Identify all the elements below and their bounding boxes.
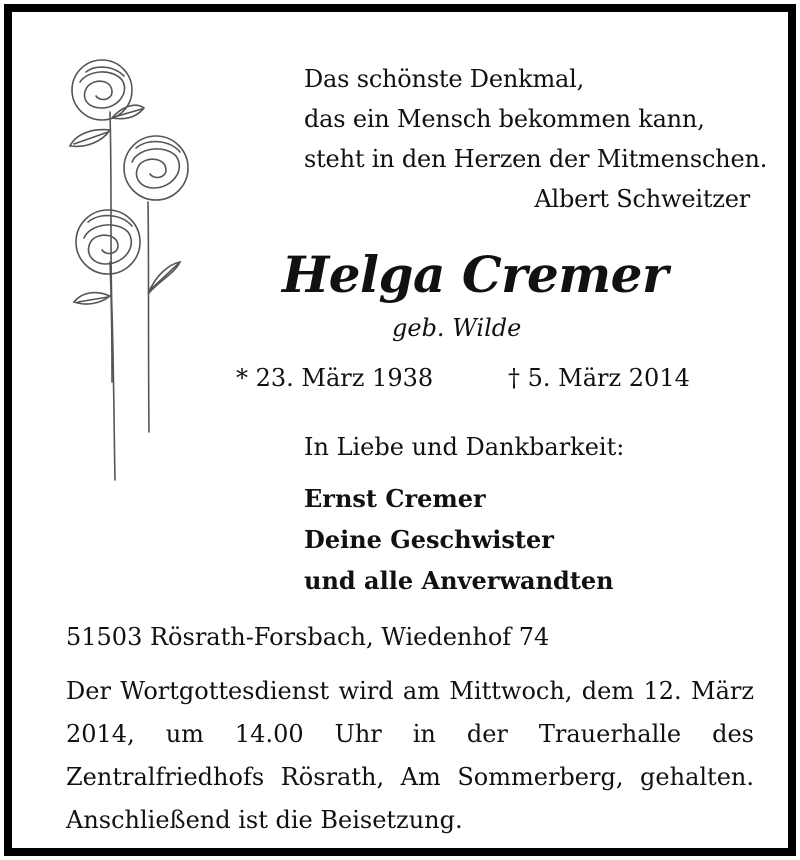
mourners-intro: In Liebe und Dankbarkeit: xyxy=(304,433,625,461)
quote-line: Das schönste Denkmal, xyxy=(304,65,585,93)
deceased-name: Helga Cremer xyxy=(282,245,668,304)
mourner-name: Deine Geschwister xyxy=(304,525,554,554)
mourner-name: Ernst Cremer xyxy=(304,484,486,513)
mourner-name: und alle Anverwandten xyxy=(304,566,614,595)
family-address: 51503 Rösrath-Forsbach, Wiedenhof 74 xyxy=(66,623,550,651)
birth-date: * 23. März 1938 xyxy=(236,364,434,392)
mourners-list xyxy=(304,478,614,601)
maiden-name: geb. Wilde xyxy=(392,314,522,342)
obituary-card xyxy=(4,4,796,856)
quote-line: steht in den Herzen der Mitmenschen. xyxy=(304,145,768,173)
quote-line: das ein Mensch bekommen kann, xyxy=(304,105,705,133)
quote-block xyxy=(304,59,767,219)
roses-illustration xyxy=(52,52,202,492)
service-notice: Der Wortgottesdienst wird am Mittwoch, dem 12. März 2014, um 14.00 Uhr in der Trauerhalle des Zentralfriedhofs Rösrath, Am Sommerberg, gehalten. Anschließend ist die Beisetzung. xyxy=(66,677,754,834)
death-date: † 5. März 2014 xyxy=(508,364,690,392)
quote-author: Albert Schweitzer xyxy=(534,185,750,213)
